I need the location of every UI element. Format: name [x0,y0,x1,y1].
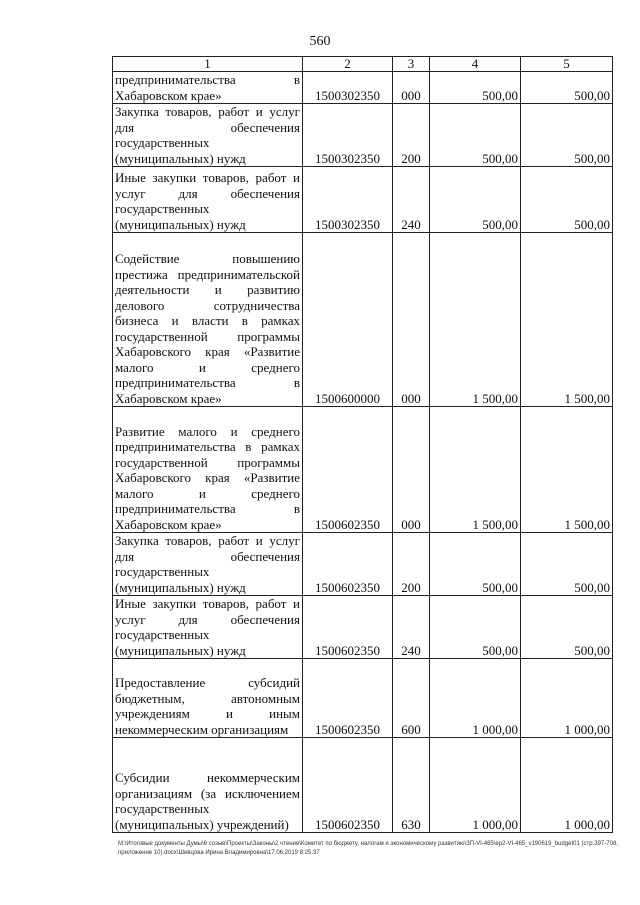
row-target-code: 1500302350 [303,104,393,167]
row-amount-1: 500,00 [430,596,521,659]
row-expense-type: 000 [393,407,430,533]
row-target-code: 1500302350 [303,72,393,104]
row-expense-type: 000 [393,72,430,104]
table-row [113,167,613,233]
footer-file-path: M:\Итоговые документы Думы\6 созыв\Проекты\Законы\2 чтение\Комитет по бюджету, налогам и экономическому развитию\ЗП-VI-465\ер2-VI-465_v190619_budget01 (стр.397-708, приложение 10).docx\Шевцова Ирина Владимировна\17.06.2019 8:25:37 [118,841,618,856]
row-target-code: 1500600000 [303,233,393,407]
row-amount-2: 500,00 [521,72,613,104]
row-amount-2: 1 500,00 [521,233,613,407]
row-amount-2: 1 000,00 [521,659,613,738]
row-amount-2: 1 500,00 [521,407,613,533]
row-amount-1: 500,00 [430,104,521,167]
column-header: 1 [113,57,303,72]
row-expense-type: 200 [393,104,430,167]
row-expense-type: 240 [393,167,430,233]
row-name: Закупка товаров, работ и услуг для обеспечения государственных (муниципальных) нужд [113,533,303,596]
row-expense-type: 200 [393,533,430,596]
row-amount-1: 500,00 [430,167,521,233]
row-expense-type: 240 [393,596,430,659]
row-name: Иные закупки товаров, работ и услуг для обеспечения государственных (муниципальных) нужд [113,167,303,233]
row-amount-1: 500,00 [430,72,521,104]
row-name: Субсидии некоммерческим организациям (за исключением государственных (муниципальных) учреждений) [113,738,303,833]
row-target-code: 1500602350 [303,659,393,738]
column-header: 3 [393,57,430,72]
budget-table [112,56,613,833]
row-expense-type: 600 [393,659,430,738]
row-amount-2: 500,00 [521,167,613,233]
row-target-code: 1500302350 [303,167,393,233]
column-header: 4 [430,57,521,72]
table-row [113,72,613,104]
table-header-row [113,57,613,72]
row-expense-type: 000 [393,233,430,407]
column-header: 2 [303,57,393,72]
column-header: 5 [521,57,613,72]
row-name: Предоставление субсидий бюджетным, автономным учреждениям и иным некоммерческим организациям [113,659,303,738]
row-target-code: 1500602350 [303,533,393,596]
table-row [113,738,613,833]
table-row [113,407,613,533]
table-row [113,596,613,659]
row-target-code: 1500602350 [303,738,393,833]
row-name: Содействие повышению престижа предпринимательской деятельности и развитию делового сотрудничества бизнеса и власти в рамках государственной программы Хабаровского края «Развитие малого и среднего предпринимательства в Хабаровском крае» [113,233,303,407]
row-amount-2: 500,00 [521,533,613,596]
row-name: Иные закупки товаров, работ и услуг для обеспечения государственных (муниципальных) нужд [113,596,303,659]
table-row [113,533,613,596]
row-amount-1: 1 000,00 [430,738,521,833]
row-amount-2: 1 000,00 [521,738,613,833]
row-target-code: 1500602350 [303,407,393,533]
table-row [113,104,613,167]
row-target-code: 1500602350 [303,596,393,659]
table-row [113,233,613,407]
row-amount-1: 1 500,00 [430,233,521,407]
row-name: Закупка товаров, работ и услуг для обеспечения государственных (муниципальных) нужд [113,104,303,167]
row-name: предпринимательства в Хабаровском крае» [113,72,303,104]
row-amount-2: 500,00 [521,104,613,167]
table-row [113,659,613,738]
row-expense-type: 630 [393,738,430,833]
row-name: Развитие малого и среднего предпринимательства в рамках государственной программы Хабаровского края «Развитие малого и среднего предпринимательства в Хабаровском крае» [113,407,303,533]
page-number: 560 [309,34,331,49]
row-amount-2: 500,00 [521,596,613,659]
row-amount-1: 1 000,00 [430,659,521,738]
row-amount-1: 1 500,00 [430,407,521,533]
row-amount-1: 500,00 [430,533,521,596]
